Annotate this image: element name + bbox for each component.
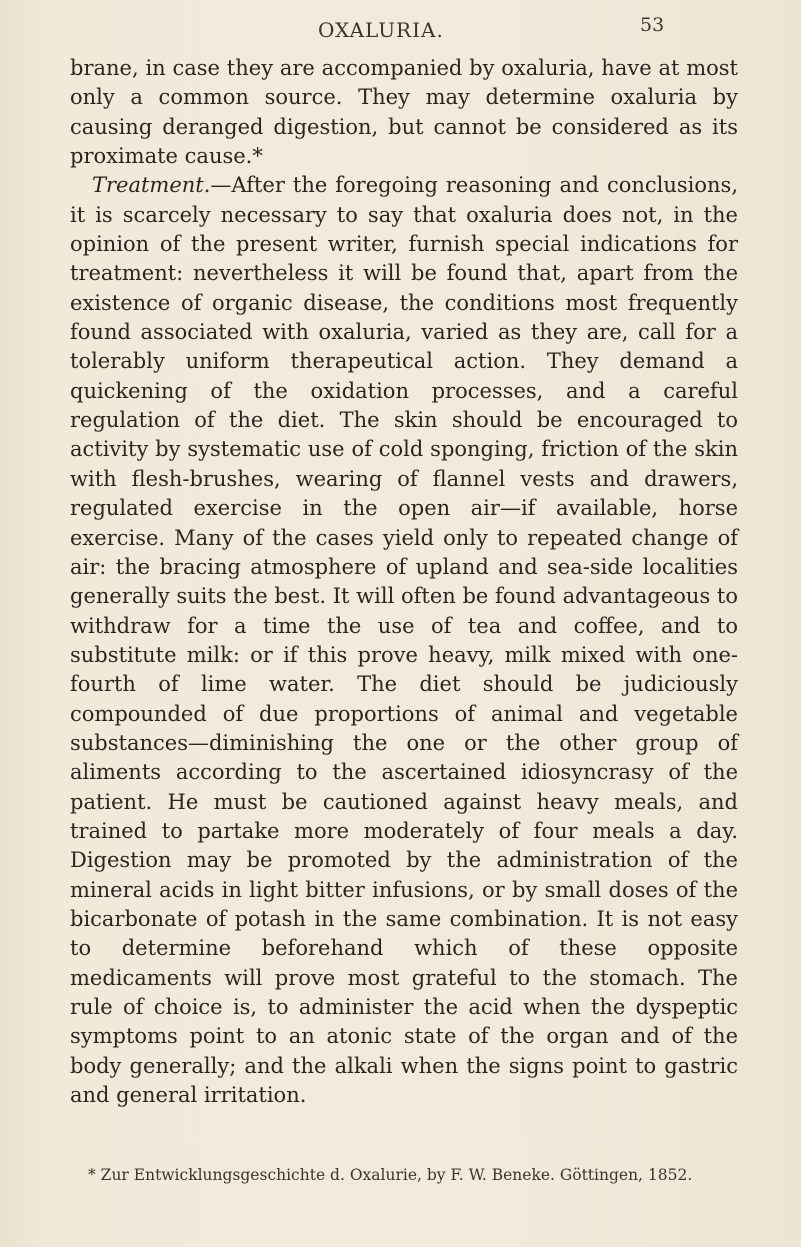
footnote: * Zur Entwicklungsgeschichte d. Oxalurie, by F. W. Beneke. Göttingen, 1852. <box>88 1166 693 1184</box>
treatment-label: Treatment. <box>92 173 211 198</box>
body-text <box>70 54 738 1110</box>
page-number: 53 <box>640 14 665 36</box>
paragraph-treatment <box>70 171 738 1110</box>
paragraph-continuation: brane, in case they are accompanied by oxaluria, have at most only a common source. They may determine oxaluria by causing deranged digestion, but cannot be considered as its proximate cause.* <box>70 56 738 169</box>
page-header <box>0 8 801 48</box>
treatment-text: —After the foregoing reasoning and conclusions, it is scarcely necessary to say that oxaluria does not, in the opinion of the present writer, furnish special indications for treatment: nevertheless it will be found that, apart from the existence of organic disease, the conditions most frequently found associated with oxaluria, varied as they are, call for a tolerably uniform therapeutical action. They demand a quickening of the oxidation processes, and a careful regulation of the diet. The skin should be encouraged to activity by systematic use of cold sponging, friction of the skin with flesh-brushes, wearing of flannel vests and drawers, regulated exercise in the open air—if available, horse exercise. Many of the cases yield only to repeated change of air: the bracing atmosphere of upland and sea-side localities generally suits the best. It will often be found advantageous to withdraw for a time the use of tea and coffee, and to substitute milk: or if this prove heavy, milk mixed with one-fourth of lime water. The diet should be judiciously compounded of due proportions of animal and vegetable substances—diminishing the one or the other group of aliments according to the ascertained idiosyncrasy of the patient. He must be cautioned against heavy meals, and trained to partake more moderately of four meals a day. Digestion may be promoted by the administration of the mineral acids in light bitter infusions, or by small doses of the bicarbonate of potash in the same combination. It is not easy to determine beforehand which of these opposite medicaments will prove most grateful to the stomach. The rule of choice is, to administer the acid when the dyspeptic symptoms point to an atonic state of the organ and of the body generally; and the alkali when the signs point to gastric and general irritation. <box>70 173 738 1108</box>
running-head: OXALURIA. <box>318 18 444 42</box>
